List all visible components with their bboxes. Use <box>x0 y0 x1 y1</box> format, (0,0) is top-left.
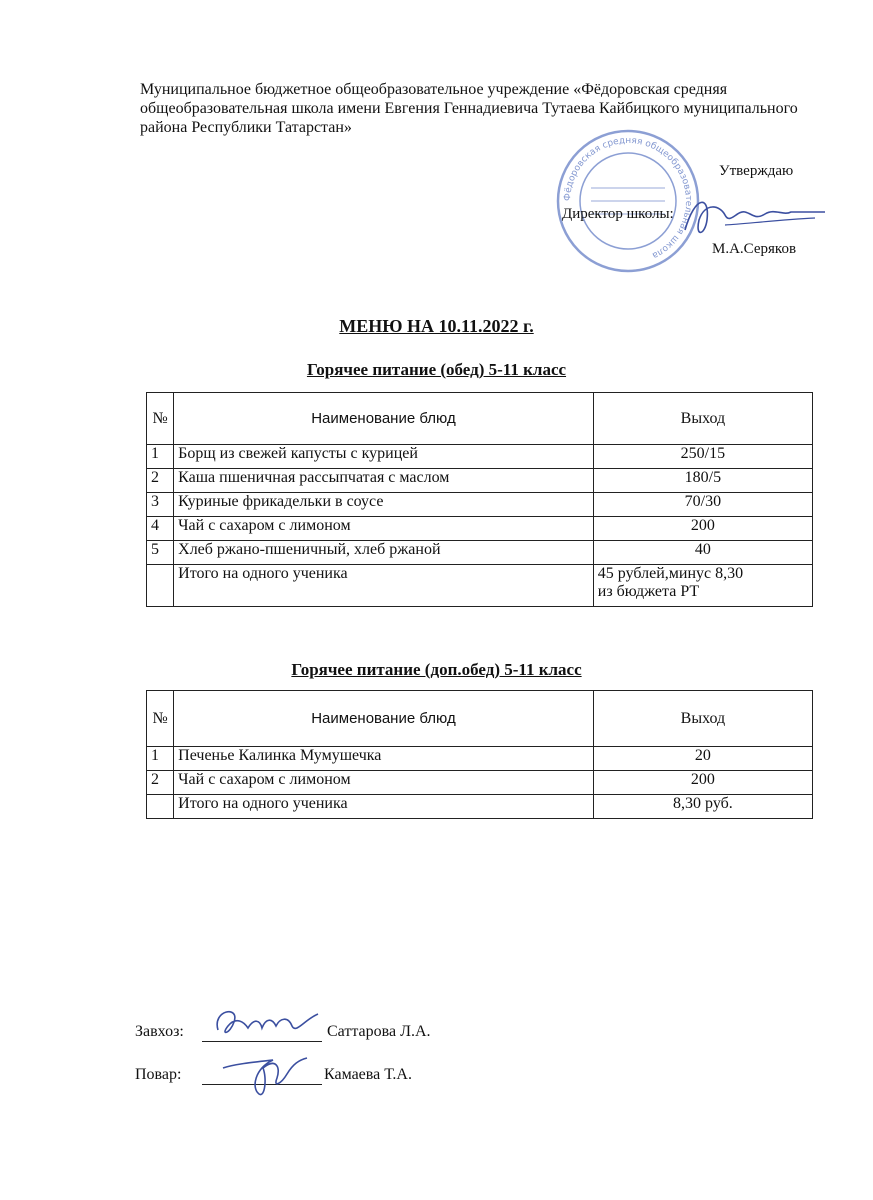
lunch-section-title: Горячее питание (обед) 5-11 класс <box>306 360 567 379</box>
row-dish: Куриные фрикадельки в соусе <box>174 493 594 517</box>
row-num: 1 <box>147 445 174 469</box>
column-header-name: Наименование блюд <box>174 393 594 445</box>
table-row <box>147 445 813 469</box>
table-row <box>147 771 813 795</box>
storekeeper-label: Завхоз: <box>135 1023 184 1040</box>
row-num: 4 <box>147 517 174 541</box>
director-label: Директор школы: <box>562 206 674 222</box>
cook-name: Камаева Т.А. <box>324 1066 412 1083</box>
total-value-line1: 45 рублей,минус 8,30 <box>597 565 744 582</box>
row-out: 250/15 <box>593 445 812 469</box>
column-header-num: № <box>147 691 174 747</box>
total-value-line2: из бюджета РТ <box>597 583 700 600</box>
table-row <box>147 747 813 771</box>
column-header-out: Выход <box>593 691 812 747</box>
row-dish: Каша пшеничная рассыпчатая с маслом <box>174 469 594 493</box>
row-dish: Печенье Калинка Мумушечка <box>174 747 594 771</box>
table-row <box>147 541 813 565</box>
institution-header: Муниципальное бюджетное общеобразовательное учреждение «Фёдоровская средняя общеобразовательная школа имени Евгения Геннадиевича Тутаева Кайбицкого муниципального района Республики Татарстан» <box>140 81 798 136</box>
total-label: Итого на одного ученика <box>174 565 594 607</box>
cook-signature <box>215 1038 315 1108</box>
row-dish: Хлеб ржано-пшеничный, хлеб ржаной <box>174 541 594 565</box>
table-row <box>147 493 813 517</box>
row-out: 200 <box>593 517 812 541</box>
row-out: 20 <box>593 747 812 771</box>
lunch-menu-table <box>146 392 813 607</box>
row-num: 3 <box>147 493 174 517</box>
column-header-num: № <box>147 393 174 445</box>
row-out: 70/30 <box>593 493 812 517</box>
total-num-cell <box>147 565 174 607</box>
total-value: 8,30 руб. <box>593 795 812 819</box>
svg-text:Фёдоровская средняя общеобразо: Фёдоровская средняя общеобразовательная школа <box>562 135 694 261</box>
row-out: 200 <box>593 771 812 795</box>
cook-label: Повар: <box>135 1066 182 1083</box>
row-dish: Борщ из свежей капусты с курицей <box>174 445 594 469</box>
row-num: 5 <box>147 541 174 565</box>
row-num: 1 <box>147 747 174 771</box>
extra-section-title: Горячее питание (доп.обед) 5-11 класс <box>291 660 582 679</box>
row-out: 180/5 <box>593 469 812 493</box>
director-name: М.А.Серяков <box>712 241 797 257</box>
total-num-cell <box>147 795 174 819</box>
row-num: 2 <box>147 771 174 795</box>
row-dish: Чай с сахаром с лимоном <box>174 517 594 541</box>
column-header-out: Выход <box>593 393 812 445</box>
table-row <box>147 517 813 541</box>
row-out: 40 <box>593 541 812 565</box>
table-row <box>147 469 813 493</box>
approve-label: Утверждаю <box>719 163 794 179</box>
total-value <box>593 565 812 607</box>
table-header-row <box>147 691 813 747</box>
row-dish: Чай с сахаром с лимоном <box>174 771 594 795</box>
menu-title: МЕНЮ НА 10.11.2022 г. <box>339 316 534 336</box>
column-header-name: Наименование блюд <box>174 691 594 747</box>
table-header-row <box>147 393 813 445</box>
row-num: 2 <box>147 469 174 493</box>
storekeeper-name: Саттарова Л.А. <box>327 1023 431 1040</box>
total-row <box>147 795 813 819</box>
total-label: Итого на одного ученика <box>174 795 594 819</box>
director-signature <box>665 190 830 245</box>
total-row <box>147 565 813 607</box>
extra-menu-table <box>146 690 813 819</box>
